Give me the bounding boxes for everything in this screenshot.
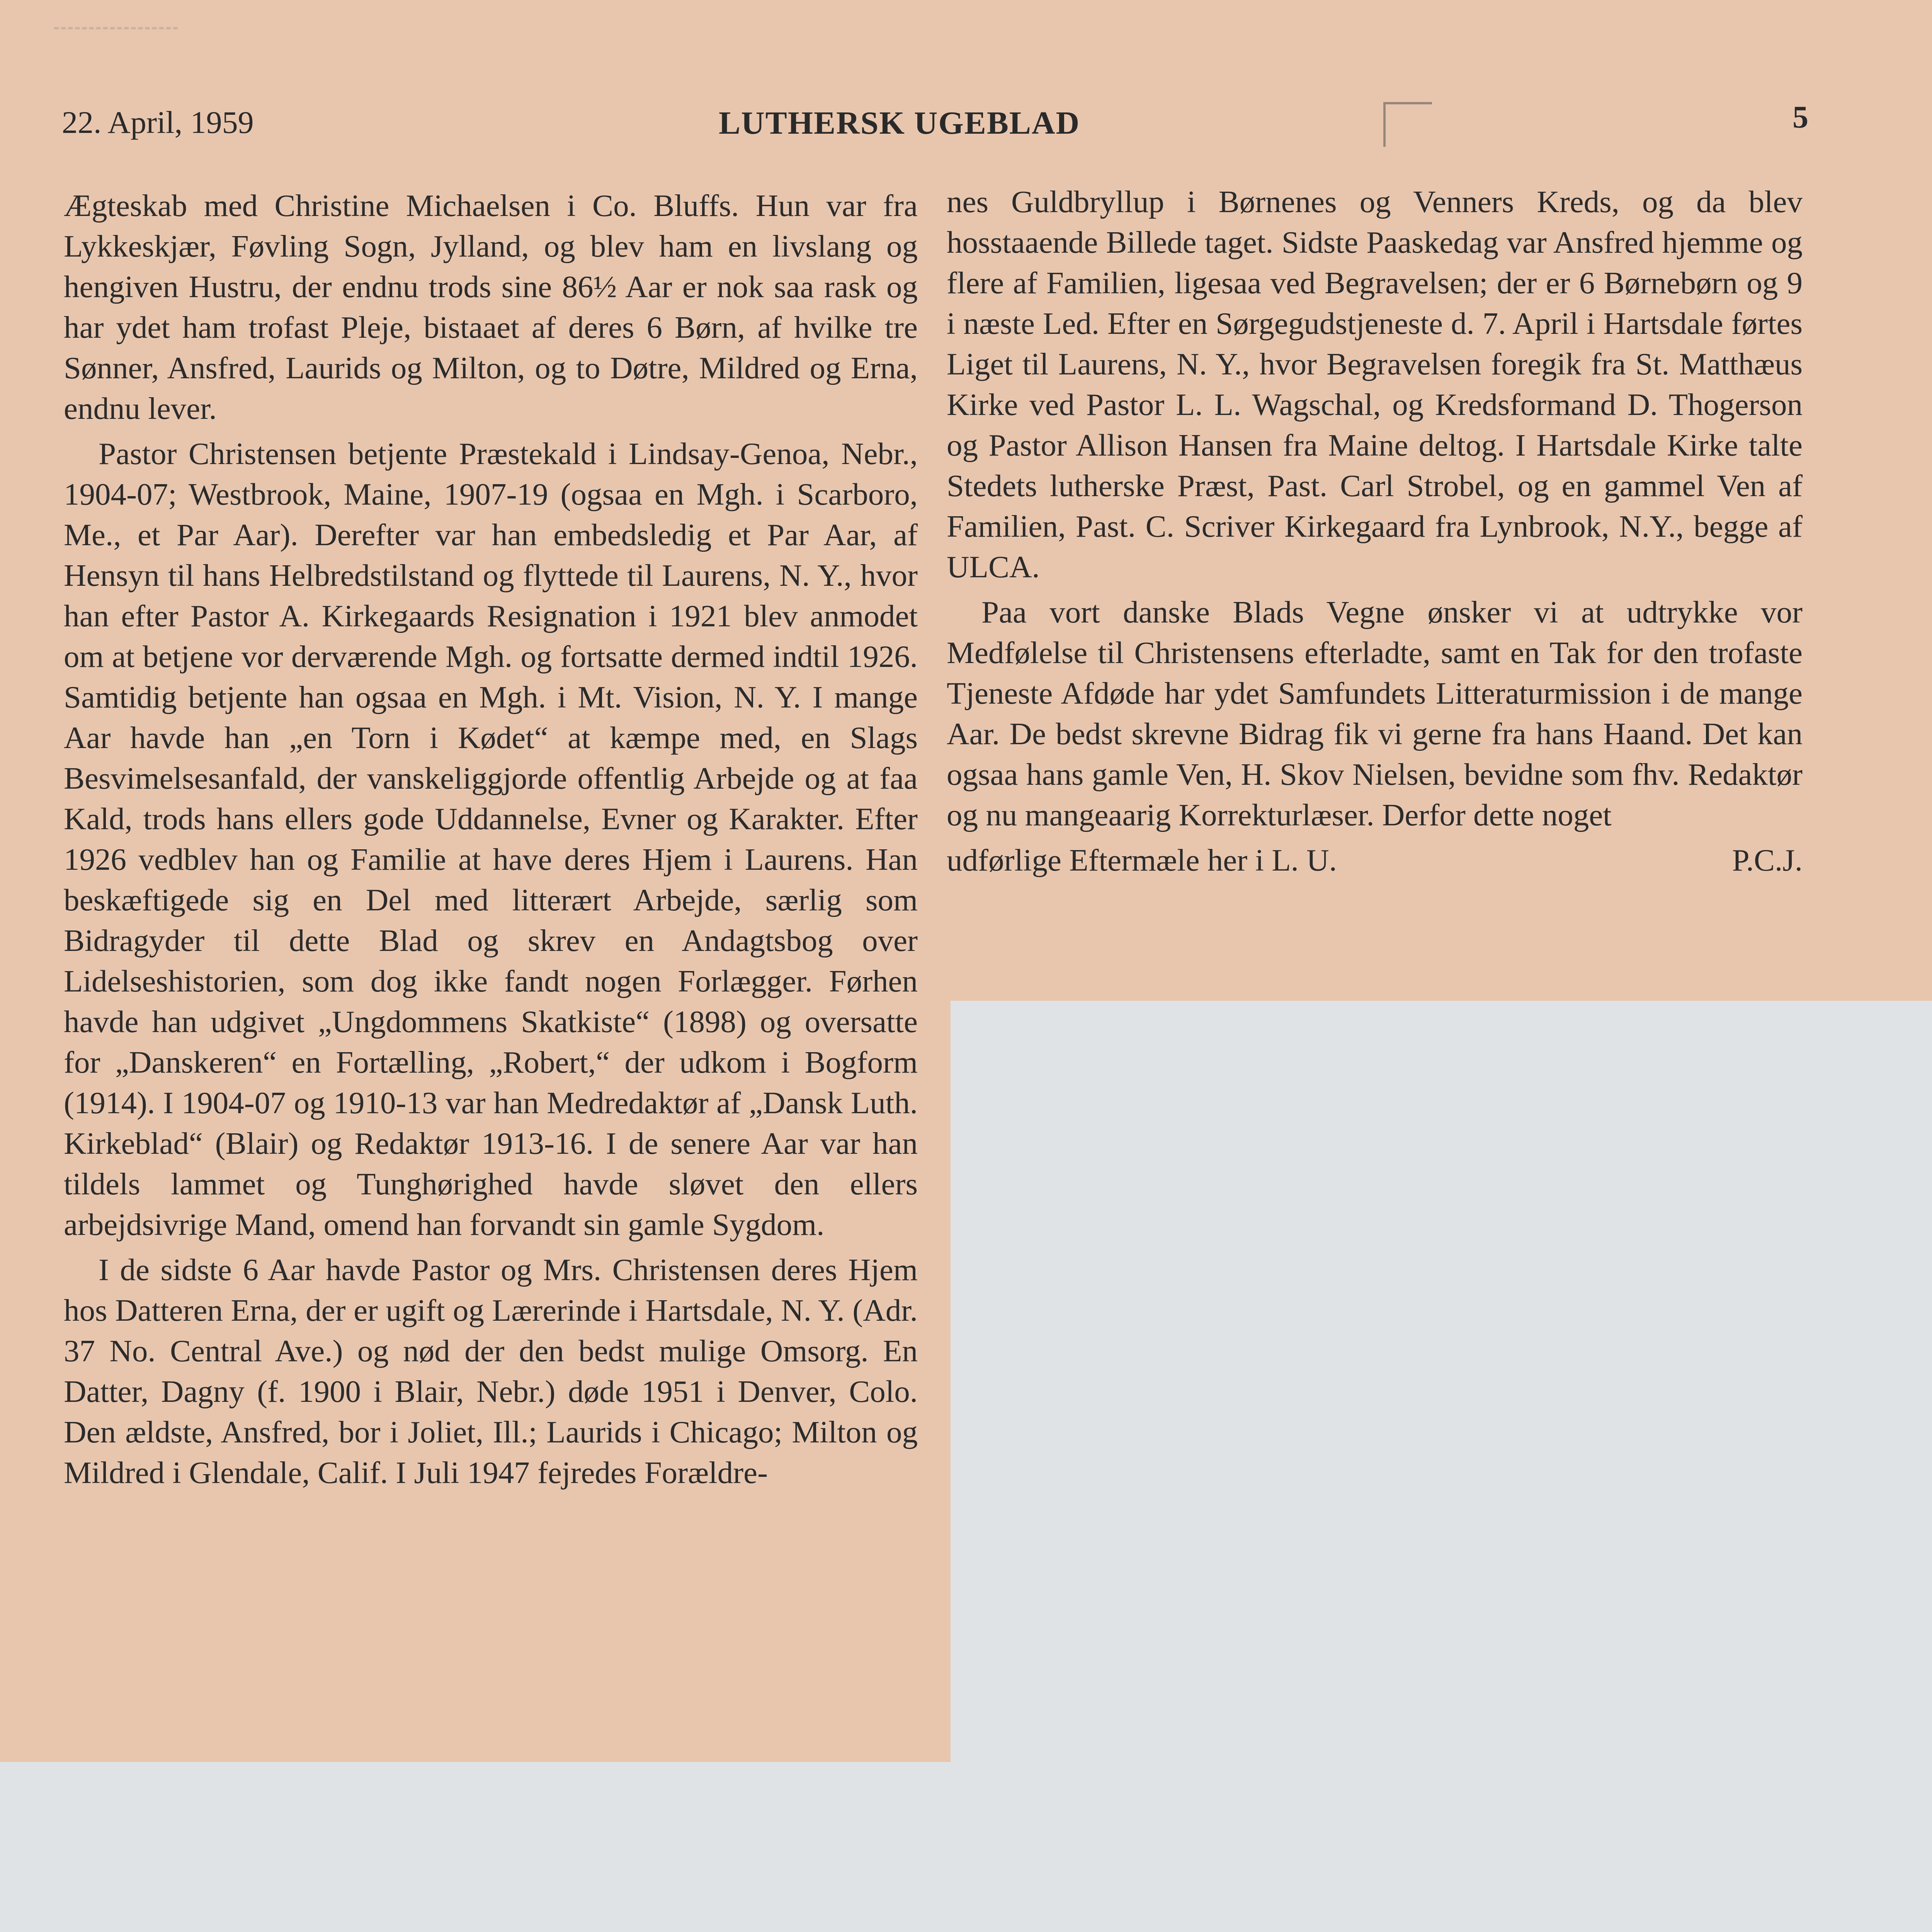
right-column [947, 182, 1803, 881]
left-paragraph-3: I de sidste 6 Aar havde Pastor og Mrs. Christensen deres Hjem hos Datteren Erna, der er ugift og Lærerinde i Hartsdale, N. Y. (Adr. 37 No. Central Ave.) og nød der den bedst mulige Omsorg. En Datter, Dagny (f. 1900 i Blair, Nebr.) døde 1951 i Denver, Colo. Den ældste, Ansfred, bor i Joliet, Ill.; Laurids i Chicago; Milton og Mildred i Glendale, Calif. I Juli 1947 fejredes Forældre- [64, 1252, 918, 1490]
closing-text: udførlige Eftermæle her i L. U. [947, 843, 1337, 878]
left-paragraph-1: Ægteskab med Christine Michaelsen i Co. Bluffs. Hun var fra Lykkeskjær, Føvling Sogn, Jylland, og blev ham en livslang og hengiven Hustru, der endnu trods sine 86½ Aar er nok saa rask og har ydet ham trofast Pleje, bistaaet af deres 6 Børn, af hvilke tre Sønner, Ansfred, Laurids og Milton, og to Døtre, Mildred og Erna, endnu lever. [64, 188, 918, 426]
stamp-mark [1383, 102, 1432, 147]
left-column [64, 185, 918, 1498]
page-header [62, 99, 1808, 151]
newspaper-title: LUTHERSK UGEBLAD [719, 105, 1080, 141]
closing-line [947, 840, 1803, 881]
right-paragraph-1: nes Guldbryllup i Børnenes og Venners Kreds, og da blev hosstaaende Billede taget. Sidste Paaskedag var Ansfred hjemme og flere af Familien, ligesaa ved Begravelsen; der er 6 Børnebørn og 9 i næste Led. Efter en Sørgegudstjeneste d. 7. April i Hartsdale førtes Liget til Laurens, N. Y., hvor Begravelsen foregik fra St. Matthæus Kirke ved Pastor L. L. Wagschal, og Kredsformand D. Thogerson og Pastor Allison Hansen fra Maine deltog. I Hartsdale Kirke talte Stedets lutherske Præst, Past. Carl Strobel, og en gammel Ven af Familien, Past. C. Scriver Kirkegaard fra Lynbrook, N.Y., begge af ULCA. [947, 184, 1803, 584]
right-paragraph-2: Paa vort danske Blads Vegne ønsker vi at udtrykke vor Medfølelse til Christensens efterladte, samt en Tak for den trofaste Tjeneste Afdøde har ydet Samfundets Litteraturmission i de mange Aar. De bedst skrevne Bidrag fik vi gerne fra hans Haand. Det kan ogsaa hans gamle Ven, H. Skov Nielsen, bevidne som fhv. Redaktør og nu mangeaarig Korrekturlæser. Derfor dette noget [947, 595, 1803, 832]
page-number: 5 [1793, 99, 1808, 134]
scan-marks [54, 27, 178, 37]
issue-date: 22. April, 1959 [62, 105, 254, 140]
left-paragraph-2: Pastor Christensen betjente Præstekald i Lindsay-Genoa, Nebr., 1904-07; Westbrook, Maine, 1907-19 (ogsaa en Mgh. i Scarboro, Me., et Par Aar). Derefter var han embedsledig et Par Aar, af Hensyn til hans Helbredstilstand og flyttede til Laurens, N. Y., hvor han efter Pastor A. Kirkegaards Resignation i 1921 blev anmodet om at betjene vor derværende Mgh. og fortsatte dermed indtil 1926. Samtidig betjente han ogsaa en Mgh. i Mt. Vision, N. Y. I mange Aar havde han „en Torn i Kødet“ at kæmpe med, en Slags Besvimelsesanfald, der vanskeliggjorde offentlig Arbejde og at faa Kald, trods hans ellers gode Uddannelse, Evner og Karakter. Efter 1926 vedblev han og Familie at have deres Hjem i Laurens. Han beskæftigede sig en Del med litterært Arbejde, særlig som Bidragyder til dette Blad og skrev en Andagtsbog over Lidelseshistorien, som dog ikke fandt nogen Forlægger. Førhen havde han udgivet „Ungdommens Skatkiste“ (1898) og oversatte for „Danskeren“ en Fortælling, „Robert,“ der udkom i Bogform (1914). I 1904-07 og 1910-13 var han Medredaktør af „Dansk Luth. Kirkeblad“ (Blair) og Redaktør 1913-16. I de senere Aar var han tildels lammet og Tunghørighed havde sløvet den ellers arbejdsivrige Mand, omend han forvandt sin gamle Sygdom. [64, 436, 918, 1242]
author-signature: P.C.J. [1732, 843, 1803, 878]
